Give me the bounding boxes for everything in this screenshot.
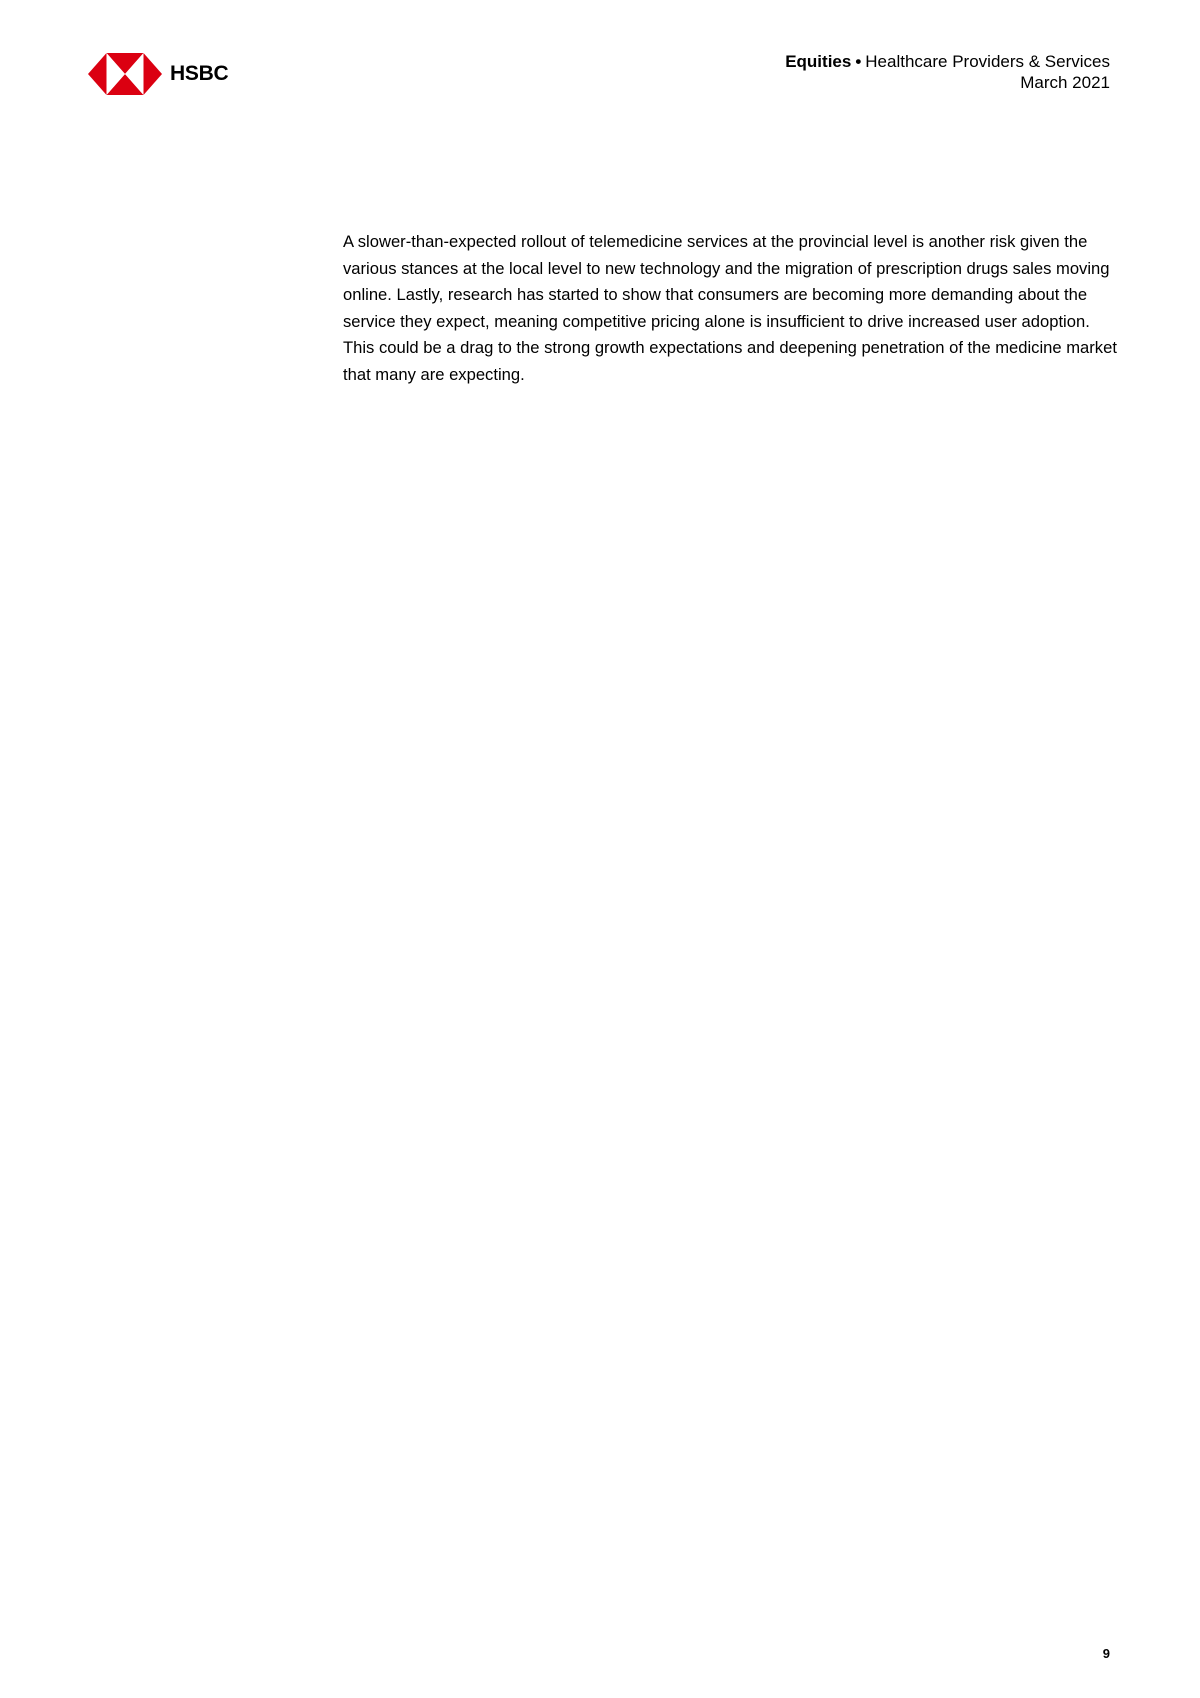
section-label: Equities bbox=[785, 52, 852, 71]
report-date: March 2021 bbox=[1020, 73, 1110, 92]
report-header bbox=[785, 51, 1110, 93]
hsbc-logo bbox=[88, 53, 228, 95]
hsbc-hexagon-icon bbox=[88, 53, 162, 95]
report-category-line bbox=[785, 51, 1110, 72]
body-paragraph: A slower-than-expected rollout of telemedicine services at the provincial level is another risk given the various stances at the local level to new technology and the migration of prescription drugs sales moving online. Lastly, research has started to show that consumers are becoming more demanding about the service they expect, meaning competitive pricing alone is insufficient to drive increased user adoption. This could be a drag to the strong growth expectations and deepening penetration of the medicine market that many are expecting. bbox=[343, 232, 1117, 384]
page-number: 9 bbox=[1102, 1646, 1110, 1661]
brand-name: HSBC bbox=[170, 62, 229, 85]
sector-label: Healthcare Providers & Services bbox=[865, 52, 1110, 71]
separator-bullet: • bbox=[855, 52, 862, 71]
